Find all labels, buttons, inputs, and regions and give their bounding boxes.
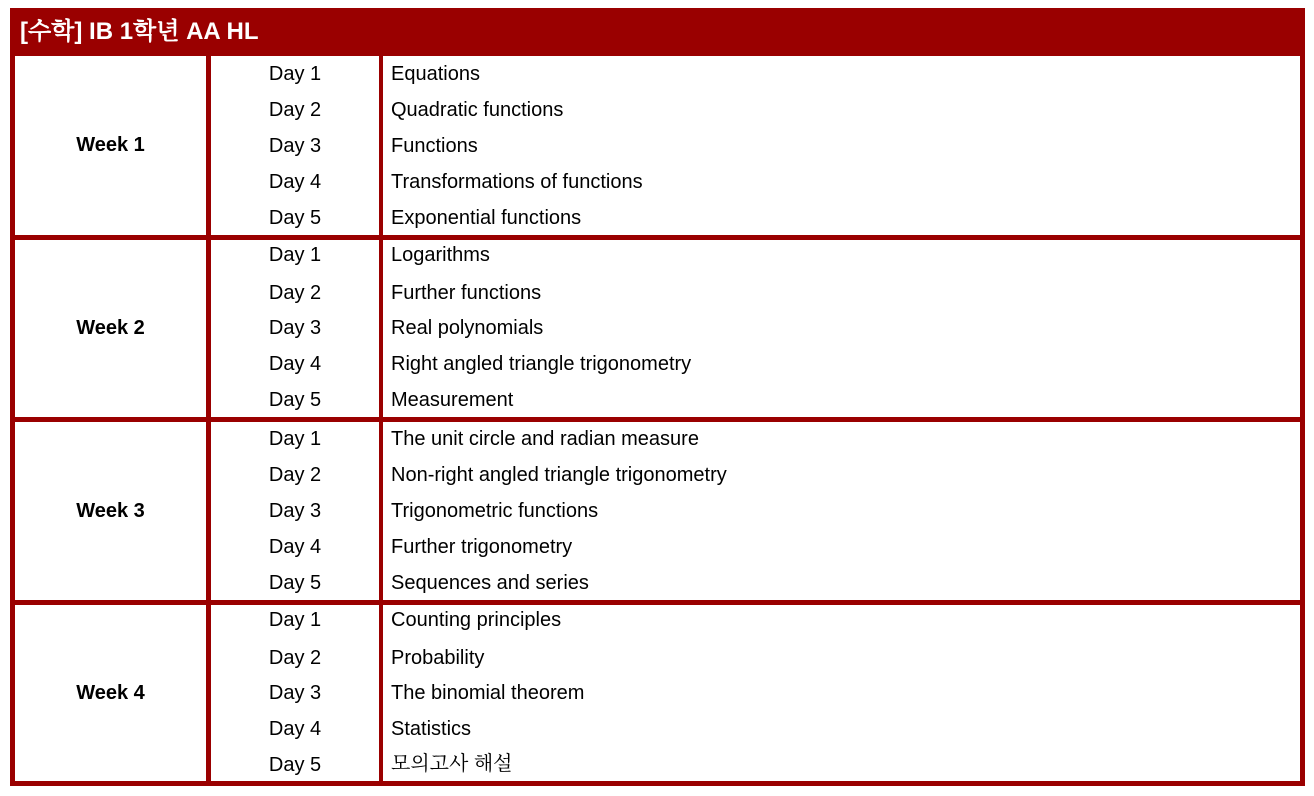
day-label: Day 5 xyxy=(268,207,322,229)
day-label: Day 3 xyxy=(268,500,322,522)
table-title: [수학] IB 1학년 AA HL xyxy=(20,18,259,45)
topic-label: Real polynomials xyxy=(391,317,544,339)
topic-column xyxy=(383,240,1300,417)
schedule-table xyxy=(10,8,1305,786)
day-label: Day 1 xyxy=(268,609,322,631)
day-label: Day 2 xyxy=(268,464,322,486)
day-label: Day 2 xyxy=(268,647,322,669)
week-label: Week 3 xyxy=(15,422,206,600)
topic-label: Equations xyxy=(391,63,480,85)
day-label: Day 4 xyxy=(268,171,322,193)
week-label: Week 1 xyxy=(15,56,206,235)
day-label: Day 3 xyxy=(268,135,322,157)
topic-label: The binomial theorem xyxy=(391,682,585,704)
day-column xyxy=(211,240,379,417)
topic-label: Logarithms xyxy=(391,244,490,266)
topic-column xyxy=(383,422,1300,600)
week-label: Week 4 xyxy=(15,605,206,781)
day-label: Day 2 xyxy=(268,99,322,121)
topic-label: Further functions xyxy=(391,282,542,304)
topic-label: Probability xyxy=(391,647,485,669)
topic-label: Measurement xyxy=(391,389,514,411)
topic-label: Exponential functions xyxy=(391,207,582,229)
topic-label: Quadratic functions xyxy=(391,99,564,121)
topic-label: Trigonometric functions xyxy=(391,500,599,522)
day-label: Day 1 xyxy=(268,244,322,266)
topic-column xyxy=(383,605,1300,781)
day-label: Day 3 xyxy=(268,317,322,339)
day-label: Day 1 xyxy=(268,63,322,85)
week-label: Week 2 xyxy=(15,240,206,417)
topic-label: Right angled triangle trigonometry xyxy=(391,353,692,375)
topic-label: Counting principles xyxy=(391,609,562,631)
topic-label: Transformations of functions xyxy=(391,171,643,193)
topic-label: Non-right angled triangle trigonometry xyxy=(391,464,727,486)
day-column xyxy=(211,56,379,235)
day-label: Day 5 xyxy=(268,572,322,594)
day-label: Day 2 xyxy=(268,282,322,304)
topic-label: 모의고사 해설 xyxy=(391,753,513,775)
day-label: Day 5 xyxy=(268,389,322,411)
day-column xyxy=(211,605,379,781)
day-label: Day 3 xyxy=(268,682,322,704)
topic-label: Statistics xyxy=(391,718,472,740)
day-label: Day 5 xyxy=(268,754,322,776)
day-label: Day 1 xyxy=(268,428,322,450)
day-label: Day 4 xyxy=(268,536,322,558)
topic-label: Further trigonometry xyxy=(391,536,573,558)
topic-label: Sequences and series xyxy=(391,572,589,594)
topic-label: Functions xyxy=(391,135,478,157)
day-label: Day 4 xyxy=(268,718,322,740)
topic-column xyxy=(383,56,1300,235)
topic-label: The unit circle and radian measure xyxy=(391,428,699,450)
day-label: Day 4 xyxy=(268,353,322,375)
day-column xyxy=(211,422,379,600)
